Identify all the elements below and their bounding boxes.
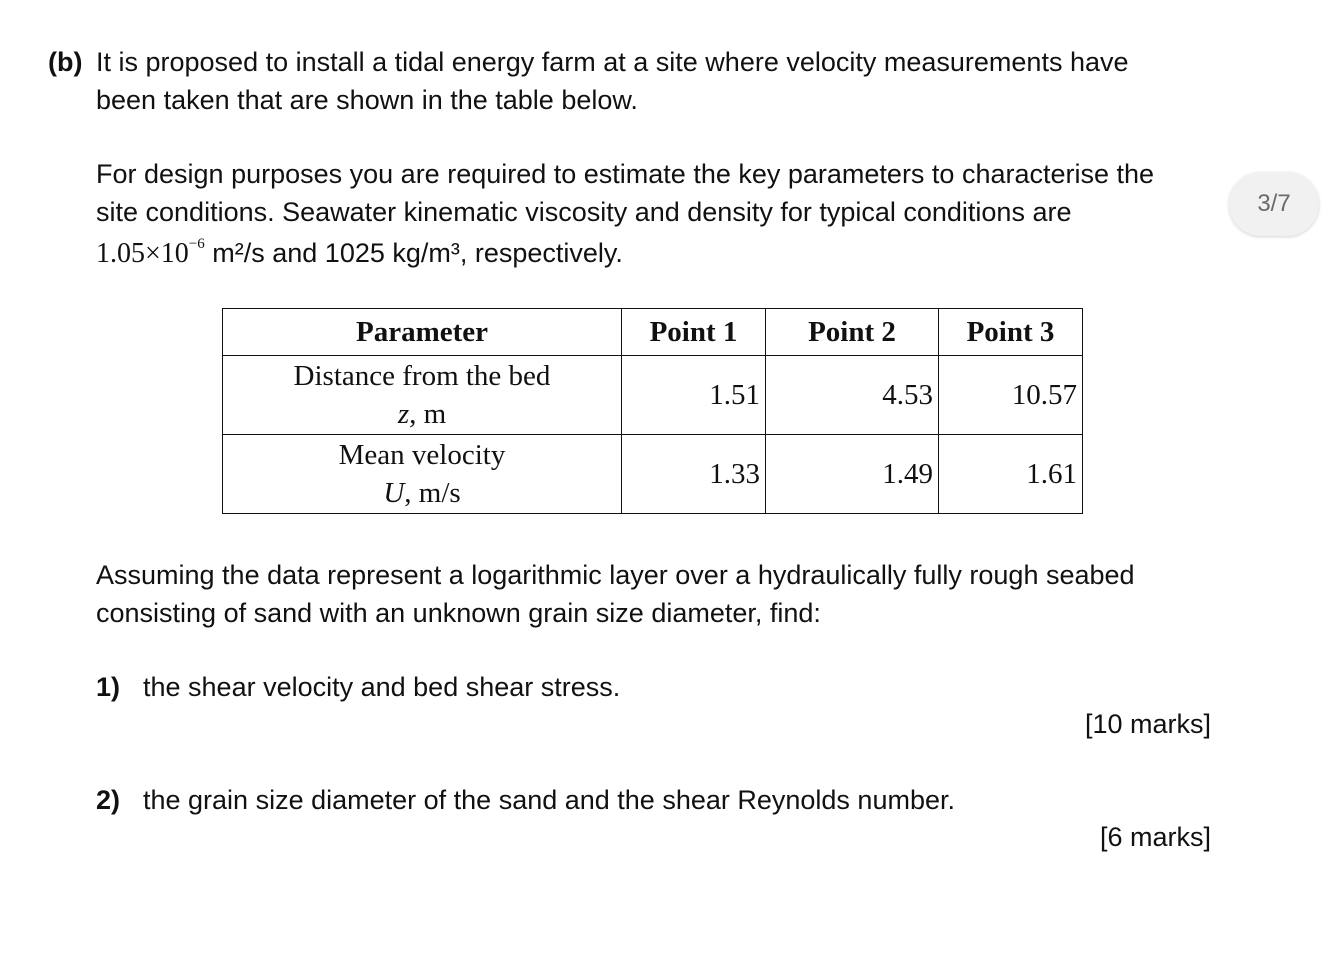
- intro-paragraph: [96, 43, 1129, 119]
- header-point-3: Point 3: [939, 309, 1083, 356]
- intro-line-1: It is proposed to install a tidal energy farm at a site where velocity measurements have: [96, 47, 1129, 77]
- velocity-point-2: 1.49: [766, 435, 939, 514]
- distance-point-3: 10.57: [939, 356, 1083, 435]
- header-point-2: Point 2: [766, 309, 939, 356]
- header-parameter: Parameter: [223, 309, 622, 356]
- task-item-2: [96, 781, 955, 819]
- page-indicator-badge[interactable]: 3/7: [1229, 172, 1319, 236]
- question-label: (b): [48, 47, 83, 77]
- distance-point-2: 4.53: [766, 356, 939, 435]
- assumption-paragraph: [96, 556, 1135, 632]
- task-number: 2): [96, 785, 121, 815]
- param-symbol: U: [383, 477, 405, 509]
- task-text: the shear velocity and bed shear stress.: [143, 672, 621, 702]
- distance-point-1: 1.51: [622, 356, 766, 435]
- velocity-point-1: 1.33: [622, 435, 766, 514]
- row-distance-param: [223, 356, 622, 435]
- viscosity-value: [96, 235, 205, 269]
- param-label: Mean velocity: [338, 439, 506, 471]
- table-row: [223, 356, 1083, 435]
- viscosity-mantissa: 1.05×10: [96, 238, 189, 269]
- table-row: [223, 435, 1083, 514]
- velocity-point-3: 1.61: [939, 435, 1083, 514]
- task-1-marks: [10 marks]: [1084, 709, 1211, 739]
- fluid-properties-text: m²/s and 1025 kg/m³, respectively.: [204, 238, 623, 268]
- viscosity-exponent: −6: [188, 235, 205, 252]
- fluid-properties-line: [96, 234, 623, 273]
- param-unit: , m/s: [404, 477, 461, 509]
- task-text: the grain size diameter of the sand and the shear Reynolds number.: [143, 785, 955, 815]
- param-unit: , m: [409, 398, 447, 430]
- param-symbol-unit: [223, 474, 621, 512]
- velocity-table: [222, 308, 1083, 514]
- param-symbol: z: [397, 398, 410, 430]
- header-point-1: Point 1: [622, 309, 766, 356]
- task-item-1: [96, 668, 620, 706]
- param-symbol-unit: [223, 395, 621, 433]
- intro-line-2: been taken that are shown in the table below.: [96, 85, 638, 115]
- task-2-marks: [6 marks]: [1099, 822, 1211, 852]
- task-number: 1): [96, 672, 121, 702]
- row-velocity-param: [223, 435, 622, 514]
- design-line-2: site conditions. Seawater kinematic viscosity and density for typical conditions are: [96, 197, 1072, 227]
- assumption-line-2: consisting of sand with an unknown grain size diameter, find:: [96, 598, 821, 628]
- design-paragraph: [96, 155, 1154, 231]
- assumption-line-1: Assuming the data represent a logarithmic layer over a hydraulically fully rough seabed: [96, 560, 1135, 590]
- table-header-row: [223, 309, 1083, 356]
- design-line-1: For design purposes you are required to estimate the key parameters to characterise the: [96, 159, 1155, 189]
- param-label: Distance from the bed: [293, 360, 551, 392]
